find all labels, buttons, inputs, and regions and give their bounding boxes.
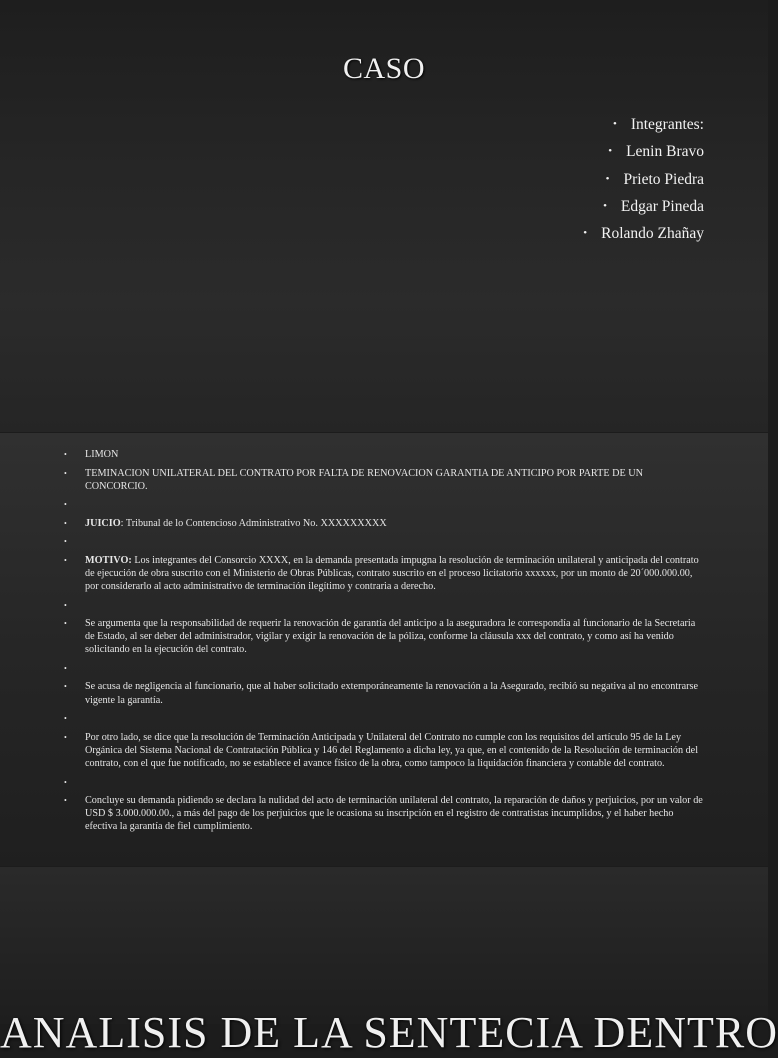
member-text: Lenin Bravo [626, 143, 704, 161]
list-item [64, 680, 704, 706]
list-item [64, 498, 704, 511]
item-text: Los integrantes del Consorcio XXXX, en la demanda presentada impugna la resolución de terminación unilateral y anticipada del contrato de ejecución de obra suscrito con el Ministerio de Obras Públicas, contrato suscrito en el proceso licitatorio xxxxxx, por un monto de 20´000.000.00, por considerarlo al acto administrativo de terminación ilegítimo y contraria a derecho. [85, 554, 699, 593]
list-item [64, 448, 704, 461]
list-item [64, 517, 704, 530]
item-label: MOTIVO: [85, 554, 132, 566]
item-text: Por otro lado, se dice que la resolución de Terminación Anticipada y Unilateral del Contrato no cumple con los requisitos del artículo 95 de la Ley Orgánica del Sistema Nacional de Contratación Pública y 146 del Reglamento a dicha ley, ya que, en el contenido de la Resolución de terminación del contrato, con el que fue notificado, no se establece el avance físico de la obra, como tampoco la liquidación financiera y contable del contrato. [85, 731, 699, 770]
bullet-icon: • [64, 619, 67, 629]
item-text: Se argumenta que la responsabilidad de requerir la renovación de garantía del anticipo a la aseguradora le correspondía al funcionario de la Secretaria de Estado, al ser deber del administrador, vigilar y exigir la renovación de la póliza, conforme la cláusula xxx del contrato, y como así ha venido solicitando en la ejecución del contrato. [85, 618, 696, 656]
list-item [64, 617, 704, 657]
bullet-icon: • [605, 172, 610, 185]
bullet-icon: • [64, 796, 67, 806]
list-item [64, 794, 704, 834]
item-text: : Tribunal de lo Contencioso Administrativo No. XXXXXXXXX [120, 517, 387, 529]
item-text: Se acusa de negligencia al funcionario, que al haber solicitado extemporáneamente la renovación a la Asegurado, recibió su negativa al no encontrarse vigente la garantía. [85, 681, 698, 706]
list-item [64, 599, 704, 612]
member-text: Edgar Pineda [620, 197, 704, 215]
slide-title: CASO [342, 52, 426, 85]
list-item [64, 467, 704, 493]
bullet-icon: • [64, 537, 67, 547]
bullet-icon: • [64, 450, 67, 459]
list-item [64, 731, 704, 771]
slide-case-details [0, 433, 768, 866]
item-text: LIMON [85, 449, 119, 460]
bullet-icon: • [608, 145, 613, 158]
list-item [583, 166, 704, 193]
list-item [64, 712, 704, 725]
bullet-icon: • [612, 118, 617, 130]
bullet-icon: • [64, 555, 67, 565]
item-text: Concluye su demanda pidiendo se declara la nulidad del acto de terminación unilateral del contrato, la reparación de daños y perjuicios, por un valor de USD $ 3.000.000.00., a más del pago de los perjuicios que le ocasiona su inscripción en el registro de contratistas incumplidos, y el haber hecho efectiva la garantía de fiel cumplimiento. [85, 795, 703, 833]
bullet-icon: • [583, 227, 588, 240]
member-text: Prieto Piedra [623, 170, 704, 188]
member-text: Rolando Zhañay [601, 225, 704, 243]
member-text: Integrantes: [630, 116, 704, 133]
list-item [64, 662, 704, 675]
case-details-list [64, 448, 704, 839]
bullet-icon: • [603, 199, 607, 212]
list-item [583, 193, 704, 220]
bullet-icon: • [64, 663, 67, 673]
item-label: JUICIO [85, 517, 121, 529]
list-item [64, 554, 704, 594]
item-text: TEMINACION UNILATERAL DEL CONTRATO POR FALTA DE RENOVACION GARANTIA DE ANTICIPO POR PARTE DE UN CONCORCIO. [85, 467, 643, 492]
list-item [64, 776, 704, 789]
bullet-icon: • [64, 777, 67, 787]
slide-analisis [0, 867, 778, 1057]
bullet-icon: • [64, 682, 67, 692]
list-item [583, 138, 704, 165]
bullet-icon: • [64, 732, 67, 742]
bullet-icon: • [64, 518, 67, 528]
bullet-icon: • [64, 600, 67, 610]
bullet-icon: • [64, 468, 67, 478]
members-list [583, 111, 704, 247]
slide-title: ANALISIS DE LA SENTECIA DENTRO [0, 1008, 778, 1057]
list-item [583, 111, 704, 138]
bullet-icon: • [64, 714, 67, 724]
bullet-icon: • [64, 500, 67, 510]
list-item [64, 535, 704, 548]
list-item [583, 220, 704, 247]
slide-caso [0, 0, 768, 432]
